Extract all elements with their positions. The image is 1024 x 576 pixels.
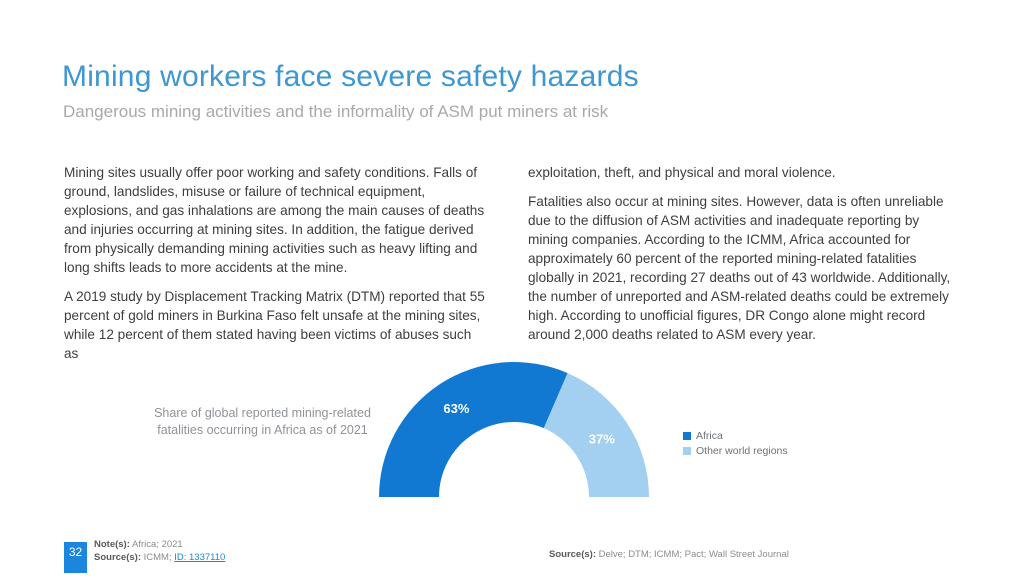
note-text: Africa; 2021 [132, 539, 183, 550]
body-paragraph: Mining sites usually offer poor working and safety conditions. Falls of ground, landslides, misuse or failure of technical equipment, explosions, and gas inhalations are among the main causes of deaths and injuries occurring at mining sites. In addition, the fatigue derived from physically demanding mining activities such as heavy lifting and long shifts leads to more accidents at the mine. [64, 165, 485, 276]
page-number-badge: 32 [64, 542, 87, 573]
slice-value-label: 63% [443, 401, 470, 417]
page-title: Mining workers face severe safety hazards [62, 60, 639, 93]
slice-value-label: 37% [588, 431, 615, 447]
right-source-label: Source(s): [549, 549, 596, 560]
body-paragraph: exploitation, theft, and physical and moral violence. [528, 165, 836, 180]
note-line [94, 539, 225, 552]
right-source-text: Delve; DTM; ICMM; Pact; Wall Street Journal [598, 549, 789, 560]
page-subtitle: Dangerous mining activities and the informality of ASM put miners at risk [63, 102, 609, 121]
source-text: ICMM; [143, 551, 172, 563]
source-line [94, 552, 225, 565]
chart-caption: Share of global reported mining-related fatalities occurring in Africa as of 2021 [154, 406, 371, 437]
note-label: Note(s): [94, 539, 130, 550]
legend-swatch-icon [683, 432, 691, 440]
body-column-left [64, 163, 488, 373]
half-donut-chart [377, 359, 651, 499]
body-paragraph: A 2019 study by Displacement Tracking Matrix (DTM) reported that 55 percent of gold miners in Burkina Faso felt unsafe at the mining sites, while 12 percent of them stated having been victims of abuses such as [64, 289, 485, 362]
statista-id-link[interactable]: ID: 1337110 [174, 551, 226, 563]
legend-label: Other world regions [696, 445, 788, 457]
chart-legend [683, 430, 788, 460]
legend-label: Africa [696, 430, 723, 442]
legend-item [683, 445, 788, 457]
source-label: Source(s): [94, 551, 141, 563]
legend-swatch-icon [683, 447, 691, 455]
footnotes-block [94, 539, 225, 565]
body-column-right [528, 163, 952, 354]
legend-item [683, 430, 788, 442]
body-paragraph: Fatalities also occur at mining sites. However, data is often unreliable due to the diffusion of ASM activities and inadequate reporting by mining companies. According to the ICMM, Africa accounted for approximately 60 percent of the reported mining-related fatalities globally in 2021, recording 27 deaths out of 43 worldwide. Additionally, the number of unreported and ASM-related deaths could be extremely high. According to unofficial figures, DR Congo alone might record around 2,000 deaths related to ASM every year. [528, 194, 951, 343]
donut-slice-africa [379, 362, 568, 497]
right-source-line [549, 549, 789, 560]
